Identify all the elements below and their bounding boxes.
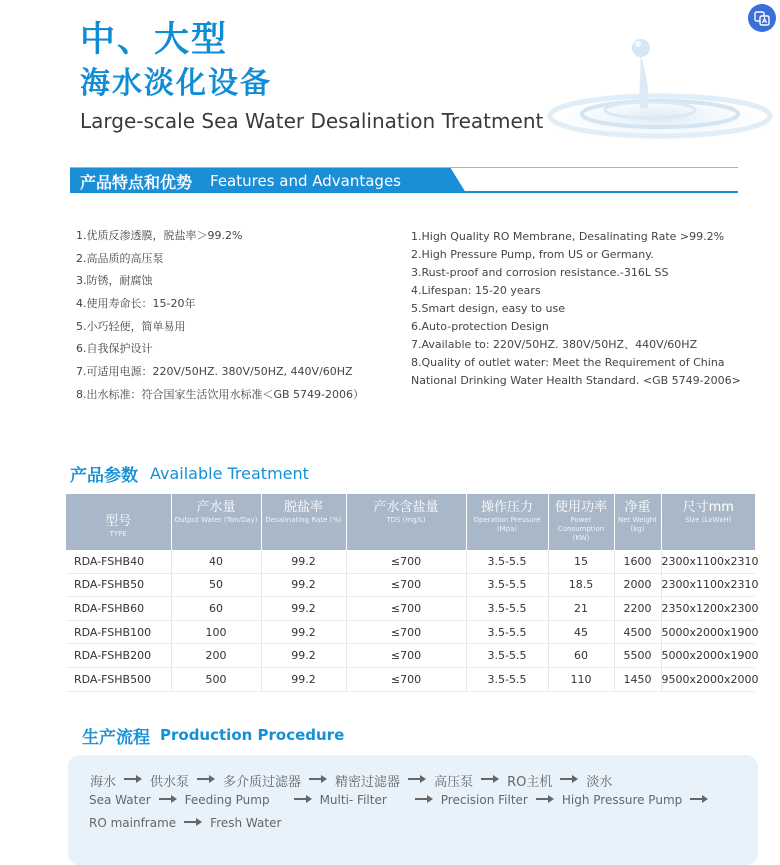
- process-step: High Pressure Pump: [561, 793, 683, 807]
- table-cell: 200: [171, 644, 261, 668]
- table-cell: ≤700: [346, 644, 466, 668]
- column-header: 操作压力 Operation Pressure (Mpa): [466, 494, 548, 550]
- feature-item-en: 4.Lifespan: 15-20 years: [411, 284, 541, 297]
- arrow-right-icon: [481, 773, 499, 788]
- process-flow-cn: [90, 771, 612, 790]
- arrow-right-icon: [184, 816, 202, 830]
- table-cell: ≤700: [346, 550, 466, 573]
- table-cell: 3.5-5.5: [466, 550, 548, 573]
- column-header: 型号 TYPE: [66, 494, 171, 550]
- column-header: 尺寸mm Size (LxWxH): [661, 494, 755, 550]
- column-header: 产水量 Output Water (Ton/Day): [171, 494, 261, 550]
- feature-item-cn: 4.使用寿命长：15-20年: [76, 297, 196, 311]
- table-cell: 2300x1100x2310: [661, 573, 755, 597]
- process-step: 供水泵: [150, 775, 190, 790]
- features-list-cn: [76, 228, 396, 410]
- table-cell: ≤700: [346, 573, 466, 597]
- table-cell: 99.2: [261, 597, 346, 621]
- procedure-title-cn: 生产流程: [82, 727, 150, 748]
- table-cell: 15: [548, 550, 614, 573]
- feature-item-en: 1.High Quality RO Membrane, Desalinating Rate >99.2%: [411, 230, 725, 243]
- feature-item-en: 8.Quality of outlet water: Meet the Requirement of China National Drinking Water Health Standard. <GB 5749-2006>: [411, 356, 741, 387]
- table-cell: 2300x1100x2310: [661, 550, 755, 573]
- process-step: Feeding Pump: [184, 793, 270, 807]
- table-cell: RDA-FSHB60: [66, 597, 171, 621]
- table-row: [66, 573, 755, 597]
- table-cell: 5000x2000x1900: [661, 644, 755, 668]
- feature-item-en: 5.Smart design, easy to use: [411, 302, 566, 315]
- table-cell: 21: [548, 597, 614, 621]
- procedure-title-en: Production Procedure: [160, 726, 345, 744]
- table-cell: RDA-FSHB50: [66, 573, 171, 597]
- arrow-right-icon: [159, 793, 177, 807]
- table-cell: RDA-FSHB100: [66, 620, 171, 644]
- process-step: 精密过滤器: [335, 775, 401, 790]
- spec-table: [66, 494, 759, 692]
- table-cell: 45: [548, 620, 614, 644]
- table-cell: 40: [171, 550, 261, 573]
- process-step: RO mainframe: [89, 816, 177, 830]
- table-cell: 60: [548, 644, 614, 668]
- table-row: [66, 597, 755, 621]
- translate-button[interactable]: [748, 4, 776, 32]
- table-cell: 110: [548, 667, 614, 691]
- process-step: 海水: [90, 775, 117, 790]
- process-step: 高压泵: [434, 775, 474, 790]
- process-step: Fresh Water: [210, 816, 282, 830]
- table-cell: 500: [171, 667, 261, 691]
- feature-item-cn: 7.可适用电源：220V/50HZ. 380V/50HZ, 440V/60HZ: [76, 365, 353, 379]
- process-step: Precision Filter: [440, 793, 528, 807]
- table-cell: 1450: [614, 667, 661, 691]
- table-cell: 50: [171, 573, 261, 597]
- features-banner: [70, 164, 738, 196]
- feature-item-en: 6.Auto-protection Design: [411, 320, 549, 333]
- process-flow-en: [89, 793, 716, 807]
- water-splash-decoration: [500, 0, 780, 160]
- arrow-right-icon: [690, 793, 708, 807]
- process-step: Sea Water: [89, 793, 151, 807]
- arrow-right-icon: [415, 793, 433, 807]
- arrow-right-icon: [560, 773, 578, 788]
- table-cell: 60: [171, 597, 261, 621]
- process-flow-en-continued: [89, 816, 281, 830]
- table-cell: ≤700: [346, 597, 466, 621]
- table-row: [66, 550, 755, 573]
- feature-item-cn: 6.自我保护设计: [76, 342, 153, 356]
- table-cell: 100: [171, 620, 261, 644]
- table-cell: 99.2: [261, 550, 346, 573]
- features-title-en: Features and Advantages: [210, 172, 402, 190]
- page-subtitle-cn: 海水淡化设备: [80, 66, 272, 101]
- feature-item-en: 3.Rust-proof and corrosion resistance.-316L SS: [411, 266, 669, 279]
- column-header: 产水含盐量 TDS (mg/L): [346, 494, 466, 550]
- table-cell: 2000: [614, 573, 661, 597]
- table-cell: 4500: [614, 620, 661, 644]
- arrow-right-icon: [197, 773, 215, 788]
- features-title-cn: 产品特点和优势: [80, 172, 193, 192]
- feature-item-cn: 5.小巧轻便，简单易用: [76, 319, 186, 333]
- arrow-right-icon: [309, 773, 327, 788]
- table-cell: ≤700: [346, 667, 466, 691]
- table-row: [66, 620, 755, 644]
- table-cell: 99.2: [261, 573, 346, 597]
- table-cell: 2350x1200x2300: [661, 597, 755, 621]
- table-cell: ≤700: [346, 620, 466, 644]
- params-heading: [70, 460, 309, 486]
- table-cell: 3.5-5.5: [466, 644, 548, 668]
- feature-item-cn: 3.防锈，耐腐蚀: [76, 274, 153, 288]
- translate-icon: [754, 10, 770, 26]
- process-step: 淡水: [586, 775, 613, 790]
- table-row: [66, 644, 755, 668]
- arrow-right-icon: [124, 773, 142, 788]
- table-header-row: [66, 494, 755, 550]
- process-step: 多介质过滤器: [223, 775, 302, 790]
- procedure-heading: [82, 722, 344, 748]
- table-cell: 99.2: [261, 644, 346, 668]
- table-cell: 9500x2000x2000: [661, 667, 755, 691]
- process-step: Multi- Filter: [319, 793, 387, 807]
- table-cell: RDA-FSHB500: [66, 667, 171, 691]
- table-cell: RDA-FSHB200: [66, 644, 171, 668]
- table-cell: 3.5-5.5: [466, 597, 548, 621]
- page-title-en: Large-scale Sea Water Desalination Treatment: [80, 109, 544, 133]
- column-header: 净重 Net Weight (kg): [614, 494, 661, 550]
- feature-item-en: 2.High Pressure Pump, from US or Germany.: [411, 248, 654, 261]
- table-cell: 5000x2000x1900: [661, 620, 755, 644]
- column-header: 脱盐率 Desalinating Rate (%): [261, 494, 346, 550]
- arrow-right-icon: [536, 793, 554, 807]
- feature-item-cn: 2.高品质的高压泵: [76, 251, 164, 265]
- table-cell: 2200: [614, 597, 661, 621]
- table-cell: 18.5: [548, 573, 614, 597]
- table-cell: 5500: [614, 644, 661, 668]
- page-title-cn: 中、大型: [80, 20, 229, 60]
- column-header: 使用功率 Power Consumption (KW): [548, 494, 614, 550]
- table-cell: 99.2: [261, 667, 346, 691]
- feature-item-cn: 8.出水标准：符合国家生活饮用水标准＜GB 5749-2006）: [76, 387, 365, 401]
- params-title-en: Available Treatment: [150, 463, 309, 483]
- features-list-en: [411, 228, 741, 390]
- arrow-right-icon: [294, 793, 312, 807]
- feature-item-en: 7.Available to: 220V/50HZ. 380V/50HZ、440V/60HZ: [411, 338, 698, 351]
- process-step: RO主机: [507, 775, 553, 790]
- params-title-cn: 产品参数: [70, 465, 138, 486]
- table-cell: 3.5-5.5: [466, 573, 548, 597]
- table-row: [66, 667, 755, 691]
- table-cell: 3.5-5.5: [466, 667, 548, 691]
- feature-item-cn: 1.优质反渗透膜，脱盐率＞99.2%: [76, 229, 243, 242]
- table-cell: 1600: [614, 550, 661, 573]
- table-cell: 3.5-5.5: [466, 620, 548, 644]
- table-cell: 99.2: [261, 620, 346, 644]
- table-cell: RDA-FSHB40: [66, 550, 171, 573]
- arrow-right-icon: [408, 773, 426, 788]
